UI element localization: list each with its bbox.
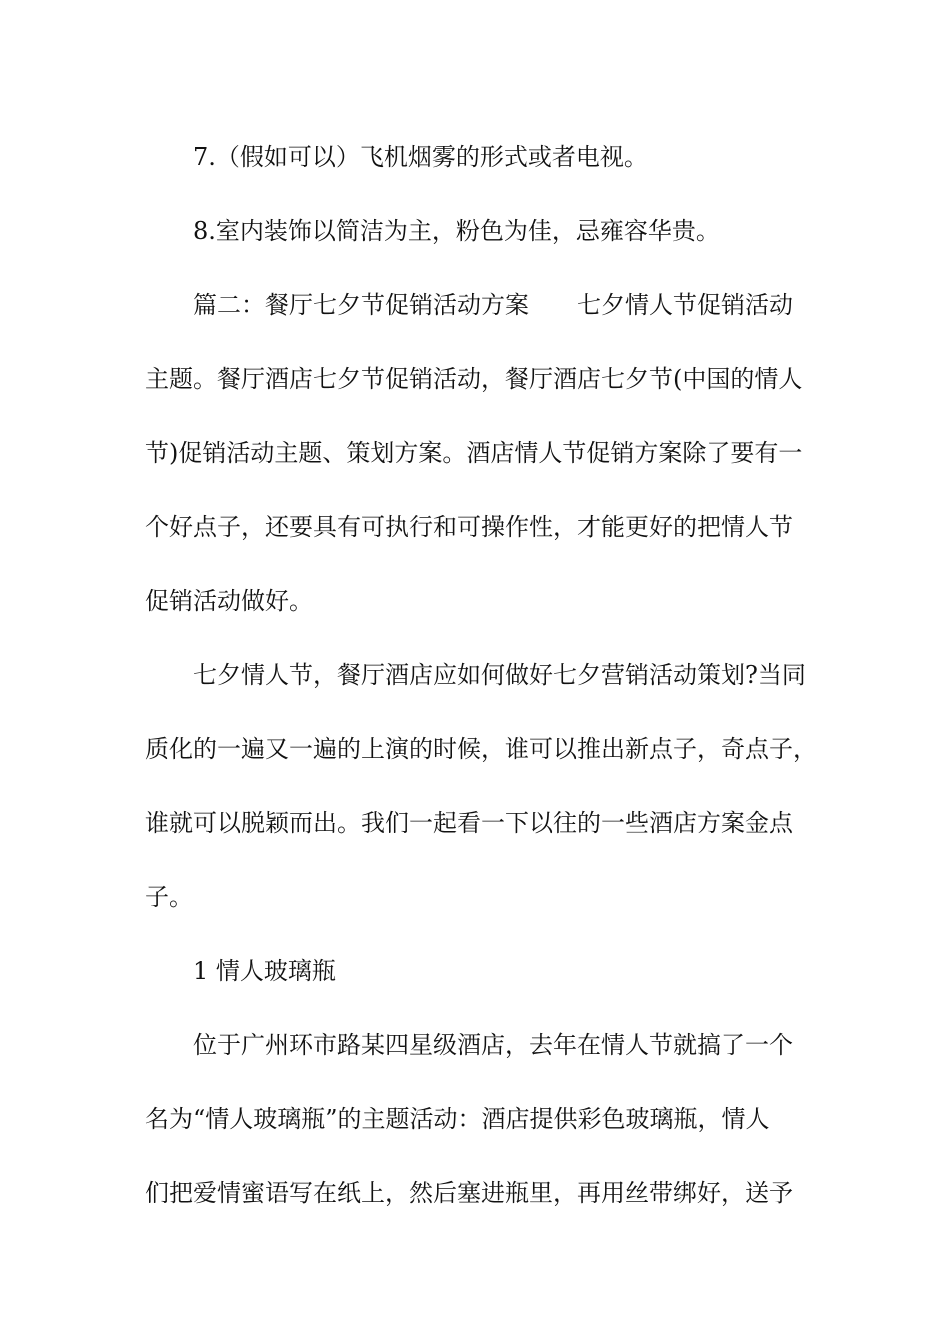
text-line: 主题。餐厅酒店七夕节促销活动，餐厅酒店七夕节(中国的情人 — [145, 365, 803, 393]
section-heading: 1 情人玻璃瓶 — [193, 957, 336, 985]
text-line: 促销活动做好。 — [145, 587, 313, 615]
text-line: 质化的一遍又一遍的上演的时候，谁可以推出新点子，奇点子， — [145, 735, 817, 763]
text-line: 谁就可以脱颖而出。我们一起看一下以往的一些酒店方案金点 — [145, 809, 793, 837]
text-line: 子。 — [145, 883, 193, 911]
text-line: 七夕情人节，餐厅酒店应如何做好七夕营销活动策划?当同 — [193, 661, 806, 689]
text-line: 位于广州环市路某四星级酒店，去年在情人节就搞了一个 — [193, 1031, 793, 1059]
text-line: 名为“情人玻璃瓶”的主题活动：酒店提供彩色玻璃瓶，情人 — [145, 1105, 770, 1133]
text-line: 节)促销活动主题、策划方案。酒店情人节促销方案除了要有一 — [145, 439, 803, 467]
document-body — [145, 125, 817, 1235]
text-line: 篇二：餐厅七夕节促销活动方案 七夕情人节促销活动 — [193, 291, 793, 319]
text-line: 个好点子，还要具有可执行和可操作性，才能更好的把情人节 — [145, 513, 793, 541]
text-line: 们把爱情蜜语写在纸上，然后塞进瓶里，再用丝带绑好，送予 — [145, 1179, 793, 1207]
text-line: 8.室内装饰以简洁为主，粉色为佳，忌雍容华贵。 — [193, 217, 720, 245]
text-line: 7.（假如可以）飞机烟雾的形式或者电视。 — [193, 143, 648, 171]
